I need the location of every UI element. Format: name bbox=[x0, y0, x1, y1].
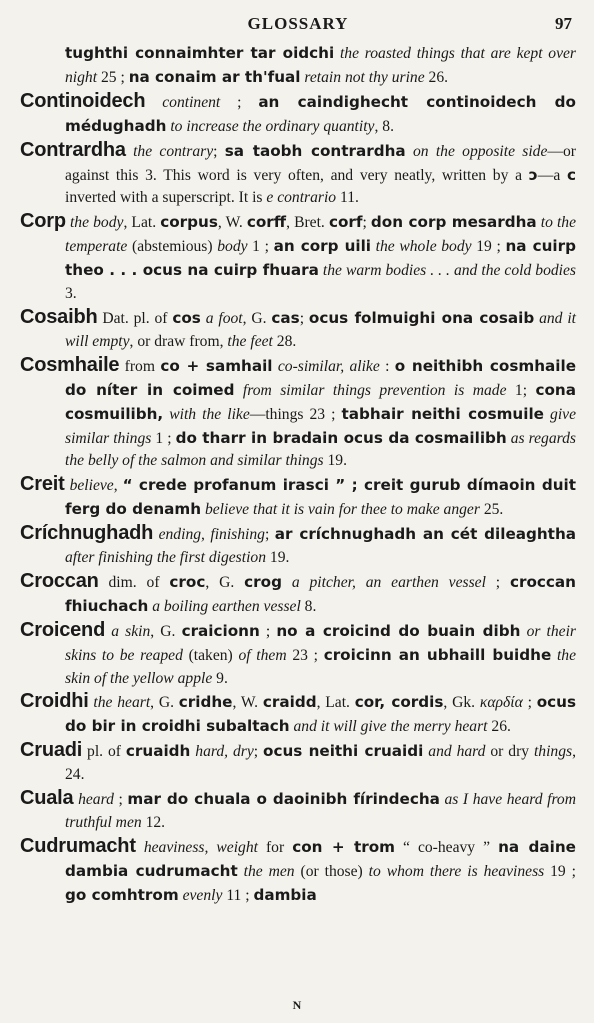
note-text: (or those) bbox=[294, 862, 369, 880]
english-gloss: of them bbox=[238, 646, 287, 664]
headword: Continoidech bbox=[20, 89, 146, 112]
note-text: , Lat. bbox=[123, 214, 161, 232]
irish-text: cos bbox=[172, 308, 201, 327]
irish-text: croc bbox=[169, 572, 206, 591]
english-gloss: with the like bbox=[169, 405, 250, 423]
note-text: 1; bbox=[506, 381, 536, 399]
note-text: ; bbox=[220, 93, 259, 111]
irish-text: cor, cordis bbox=[354, 693, 444, 712]
headword: Creit bbox=[20, 473, 65, 496]
running-header bbox=[20, 8, 576, 42]
note-text: or dry bbox=[485, 743, 534, 761]
irish-text: craidd bbox=[262, 693, 317, 712]
english-gloss: continent bbox=[162, 93, 221, 111]
note-text: 12. bbox=[141, 814, 166, 831]
glossary-entry bbox=[20, 619, 576, 691]
glossary-entry bbox=[20, 139, 576, 211]
english-gloss: from similar things prevention is made bbox=[242, 381, 507, 399]
running-title: GLOSSARY bbox=[247, 14, 349, 33]
note-text: ; bbox=[264, 526, 275, 544]
headword: Críchnughadh bbox=[20, 522, 154, 545]
note-text bbox=[234, 382, 242, 399]
english-gloss: or their skins to be reaped bbox=[65, 622, 576, 664]
note-text: 1 ; bbox=[247, 238, 274, 256]
glossary-entry bbox=[20, 473, 576, 522]
headword: Contrardha bbox=[20, 138, 126, 161]
note-text bbox=[126, 143, 133, 160]
note-text: , or draw from, bbox=[129, 332, 228, 350]
headword: Cuala bbox=[20, 787, 74, 810]
english-gloss: e contrario bbox=[266, 189, 337, 207]
irish-text: ocus do bir in croidhi subaltach bbox=[65, 693, 576, 736]
note-text: 23 ; bbox=[286, 646, 324, 664]
note-text: —a bbox=[537, 166, 567, 184]
english-gloss: to increase the ordinary quantity bbox=[170, 117, 375, 135]
irish-text: mar do chuala o daoinibh fírindecha bbox=[127, 790, 440, 809]
english-gloss: co-similar, alike bbox=[277, 357, 380, 375]
note-text: —things 23 ; bbox=[249, 405, 342, 423]
english-gloss: the skin of the yellow apple bbox=[65, 646, 577, 687]
page-number: 97 bbox=[555, 14, 572, 33]
irish-text: o neithibh cosmhaile do níter in coimed bbox=[65, 356, 577, 399]
note-text: 19 ; bbox=[544, 862, 576, 880]
note-text: 8. bbox=[300, 597, 317, 615]
note-text: , W. bbox=[217, 214, 247, 232]
glossary-entry bbox=[20, 210, 576, 306]
note-text: ; bbox=[253, 743, 264, 761]
note-text: , bbox=[113, 477, 123, 495]
note-text: 19. bbox=[266, 549, 290, 567]
english-gloss: the roasted things that are kept over night bbox=[65, 45, 577, 86]
note-text: pl. of bbox=[82, 743, 126, 761]
irish-text: an caindighecht continoidech do médughadh bbox=[65, 92, 576, 135]
english-gloss: the men bbox=[243, 862, 295, 880]
note-text: —or against this 3. This word is very often, and very neatly, written by a bbox=[65, 142, 576, 184]
irish-text: ɔ bbox=[528, 165, 538, 184]
english-gloss: and it will give the merry heart bbox=[293, 718, 488, 736]
headword: Cruadi bbox=[20, 739, 83, 762]
english-gloss: on the opposite side bbox=[412, 142, 548, 160]
irish-text: dambia bbox=[253, 885, 317, 904]
headword: Cosmhaile bbox=[20, 353, 120, 376]
note-text: 19. bbox=[323, 452, 347, 470]
irish-text: ocus neithi cruaidi bbox=[263, 742, 424, 761]
note-text bbox=[136, 839, 144, 856]
english-gloss: retain not thy urine bbox=[304, 68, 425, 86]
headword: Corp bbox=[20, 210, 66, 233]
english-gloss: καρδία bbox=[479, 694, 523, 712]
irish-text: “ crede profanum irasci ” ; creit gurub dímaoin duit ferg do denamh bbox=[65, 476, 576, 519]
note-text: , Gk. bbox=[443, 694, 480, 712]
headword: Croicend bbox=[20, 618, 106, 641]
irish-text: crog bbox=[244, 572, 282, 591]
note-text: , G. bbox=[150, 694, 179, 712]
irish-text: ocus folmuighi ona cosaib bbox=[308, 308, 535, 327]
note-text bbox=[145, 94, 162, 111]
note-text: 28. bbox=[272, 332, 297, 350]
note-text: 11 ; bbox=[222, 886, 254, 904]
english-gloss: heard bbox=[78, 791, 114, 809]
english-gloss: evenly bbox=[182, 886, 223, 904]
note-text: Dat. pl. of bbox=[97, 309, 173, 327]
note-text: (abstemious) bbox=[127, 238, 218, 256]
note-text: ; bbox=[522, 694, 537, 712]
note-text: 26. bbox=[424, 68, 449, 86]
irish-text: no a croicind do buain dibh bbox=[276, 621, 521, 640]
note-text: 26. bbox=[487, 718, 511, 736]
english-gloss: to the temperate bbox=[65, 214, 577, 256]
note-text: , G. bbox=[205, 573, 245, 591]
irish-text: don corp mesardha bbox=[370, 213, 537, 232]
irish-text: craicionn bbox=[181, 621, 260, 640]
english-gloss: body bbox=[217, 238, 248, 256]
irish-text: an corp uili bbox=[273, 237, 371, 256]
note-text: , W. bbox=[232, 694, 263, 712]
note-text: , G. bbox=[242, 309, 272, 327]
english-gloss: hard, dry bbox=[195, 743, 254, 761]
irish-text: ar críchnughadh an cét dileaghtha bbox=[274, 525, 577, 544]
note-text: ; bbox=[113, 791, 128, 809]
note-text: 25. bbox=[479, 501, 504, 519]
english-gloss: a skin bbox=[111, 622, 151, 640]
note-text: ; bbox=[213, 142, 225, 160]
note-text: 11. bbox=[336, 189, 359, 207]
english-gloss: the whole body bbox=[375, 238, 472, 256]
glossary-entry bbox=[20, 306, 576, 354]
glossary-entry bbox=[20, 787, 576, 835]
irish-text: na daine dambia cudrumacht bbox=[65, 837, 576, 880]
note-text: 19 ; bbox=[471, 238, 506, 256]
irish-text: corpus bbox=[160, 213, 218, 232]
note-text: ; bbox=[299, 309, 309, 327]
english-gloss: give similar things bbox=[65, 405, 576, 447]
note-text: ; bbox=[362, 214, 371, 232]
note-text: , Bret. bbox=[286, 214, 329, 232]
note-text: , 24. bbox=[65, 743, 576, 784]
irish-text: go comhtrom bbox=[65, 885, 179, 904]
english-gloss: the feet bbox=[227, 332, 273, 350]
note-text bbox=[406, 143, 413, 160]
glossary-entry bbox=[20, 570, 576, 619]
irish-text: sa taobh contrardha bbox=[224, 141, 406, 160]
irish-text: tughthi connaimhter tar oidchi bbox=[65, 44, 335, 62]
note-text: inverted with a superscript. It is bbox=[65, 189, 267, 207]
note-text: ; bbox=[485, 573, 510, 591]
irish-text: croicinn an ubhaill buidhe bbox=[323, 645, 552, 664]
note-text: 25 ; bbox=[97, 68, 129, 86]
glossary-entry bbox=[20, 690, 576, 739]
note-text: 9. bbox=[212, 669, 228, 687]
english-gloss: the heart bbox=[93, 694, 151, 712]
english-gloss: as I have heard from truthful men bbox=[65, 791, 576, 831]
irish-text: cona cosmuilibh, bbox=[65, 380, 576, 423]
english-gloss: a pitcher, an earthen vessel bbox=[291, 573, 486, 591]
english-gloss: the warm bodies . . . and the cold bodies bbox=[322, 262, 577, 280]
irish-text: cridhe bbox=[178, 693, 233, 712]
english-gloss: the body bbox=[69, 214, 124, 232]
irish-text: cas bbox=[271, 308, 300, 327]
english-gloss: to whom there is heaviness bbox=[368, 862, 545, 880]
irish-text: corff bbox=[246, 213, 287, 232]
irish-text: con + trom bbox=[292, 837, 395, 856]
glossary-entry bbox=[20, 835, 576, 908]
glossary-entry bbox=[20, 90, 576, 139]
english-gloss: a foot bbox=[205, 309, 243, 327]
note-text: 3. bbox=[65, 285, 77, 303]
note-text: (taken) bbox=[182, 646, 239, 664]
english-gloss: the contrary bbox=[133, 142, 214, 160]
irish-text: na cuirp theo . . . ocus na cuirp fhuara bbox=[65, 237, 576, 280]
note-text: , 8. bbox=[374, 117, 394, 135]
note-text: from bbox=[119, 357, 161, 375]
english-gloss: and it will empty bbox=[65, 309, 576, 350]
note-text: : bbox=[379, 357, 395, 375]
note-text: , G. bbox=[150, 622, 182, 640]
note-text bbox=[282, 574, 292, 591]
english-gloss: things bbox=[533, 743, 573, 761]
note-text: , Lat. bbox=[316, 694, 355, 712]
english-gloss: as regards the belly of the salmon and similar things bbox=[65, 429, 577, 470]
english-gloss: ending, finishing bbox=[158, 526, 265, 544]
irish-text: corf bbox=[328, 213, 363, 232]
glossary-entry bbox=[20, 739, 576, 787]
english-gloss: and hard bbox=[428, 743, 486, 761]
english-gloss: believe bbox=[69, 477, 114, 495]
note-text: dim. of bbox=[98, 573, 170, 591]
glossary-entries bbox=[20, 42, 576, 908]
headword: Croidhi bbox=[20, 690, 89, 713]
headword: Cosaibh bbox=[20, 305, 98, 328]
irish-text: na conaim ar th'fual bbox=[128, 67, 301, 86]
irish-text: croccan fhiuchach bbox=[65, 572, 576, 615]
irish-text: cruaidh bbox=[125, 742, 191, 761]
english-gloss: a boiling earthen vessel bbox=[152, 597, 301, 615]
note-text: 1 ; bbox=[151, 429, 176, 447]
note-text: for bbox=[257, 838, 293, 856]
irish-text: c bbox=[567, 165, 577, 184]
note-text: ; bbox=[259, 622, 277, 640]
entry-continuation bbox=[20, 42, 576, 90]
headword: Croccan bbox=[20, 569, 99, 592]
irish-text: co + samhail bbox=[160, 356, 273, 375]
irish-text: do tharr in bradain ocus da cosmailibh bbox=[175, 428, 507, 447]
signature-mark: N bbox=[292, 998, 302, 1012]
english-gloss: believe that it is vain for thee to make anger bbox=[204, 501, 480, 519]
glossary-entry bbox=[20, 354, 576, 474]
glossary-entry bbox=[20, 522, 576, 570]
irish-text: tabhair neithi cosmuile bbox=[341, 404, 544, 423]
headword: Cudrumacht bbox=[20, 834, 136, 857]
english-gloss: heaviness, weight bbox=[143, 838, 258, 856]
english-gloss: after finishing the first digestion bbox=[65, 549, 266, 567]
note-text: “ co-heavy ” bbox=[395, 838, 499, 856]
